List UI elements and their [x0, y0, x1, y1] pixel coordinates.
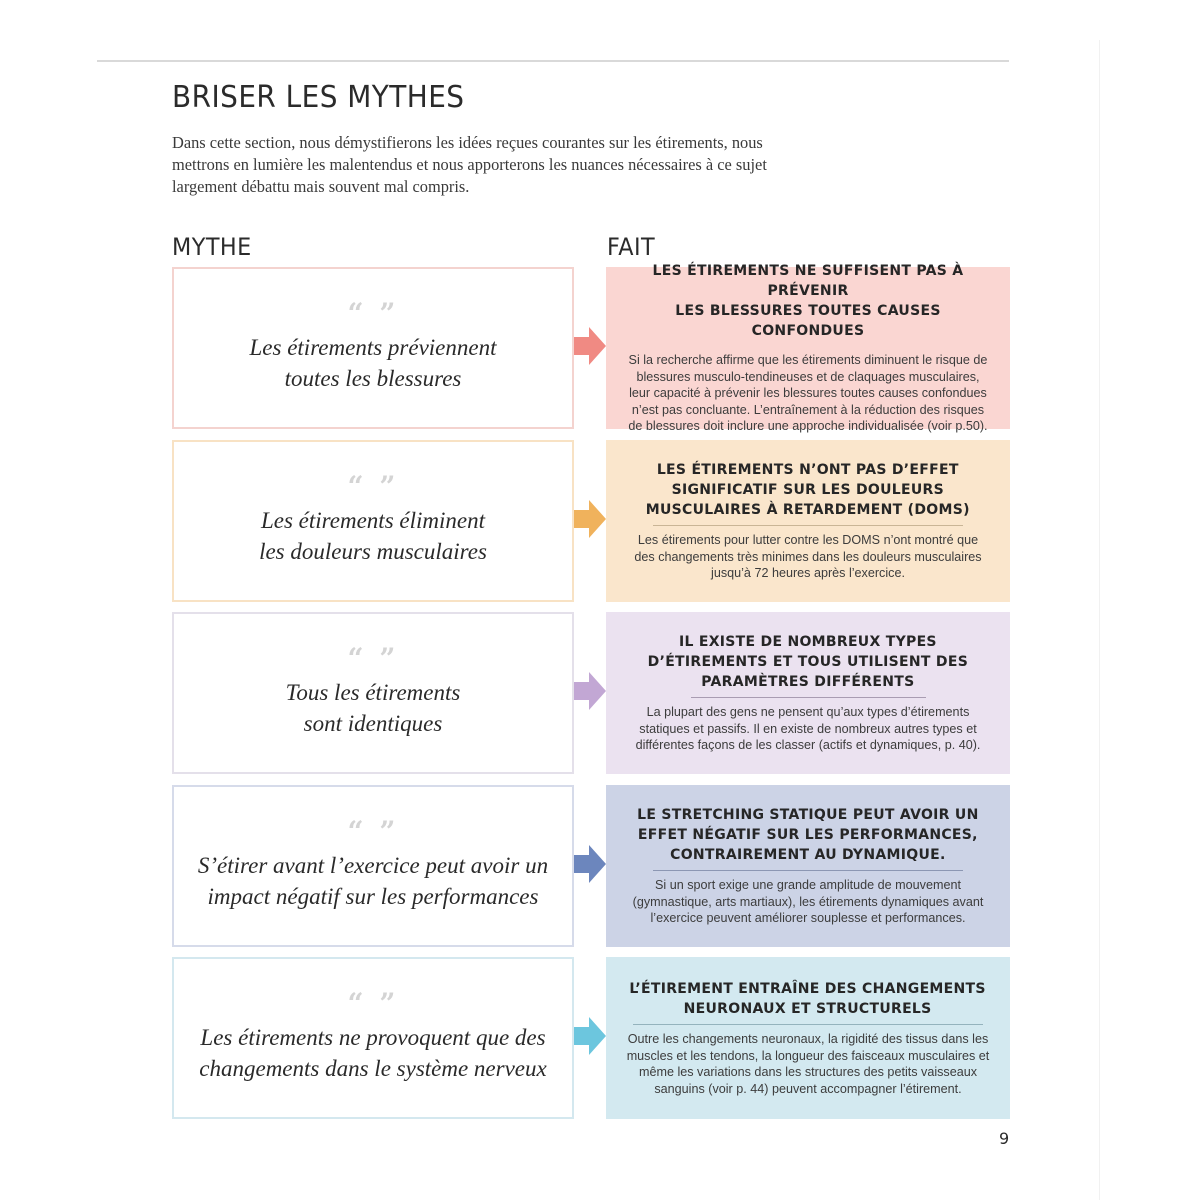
myth-box — [172, 612, 574, 774]
fact-heading — [637, 805, 978, 865]
fact-heading — [630, 979, 986, 1019]
fact-explanation-line: La plupart des gens ne pensent qu’aux types d’étirements — [646, 705, 970, 720]
fact-explanation-line: Outre les changements neuronaux, la rigidité des tissus dans les — [627, 1032, 989, 1046]
fact-heading-line: L’ÉTIREMENT ENTRAÎNE DES CHANGEMENTS — [629, 980, 987, 997]
myth-line: Les étirements préviennent — [249, 335, 497, 360]
fact-heading-line: D’ÉTIREMENTS ET TOUS UTILISENT DES — [647, 653, 969, 671]
arrow-shape — [574, 327, 606, 365]
fact-heading-line: LES ÉTIREMENTS NE SUFFISENT PAS À PRÉVENIR — [652, 262, 964, 300]
fact-explanation — [636, 704, 981, 754]
fact-heading-line: NEURONAUX ET STRUCTURELS — [684, 1000, 932, 1017]
fact-heading — [646, 460, 970, 520]
fact-box — [606, 440, 1010, 602]
myth-line: S’étirer avant l’exercice peut avoir un — [197, 853, 549, 878]
myth-line: sont identiques — [303, 711, 443, 736]
arrow-shape — [574, 1017, 606, 1055]
myth-line: Les étirements ne provoquent que des — [200, 1025, 546, 1050]
myth-statement — [236, 332, 511, 394]
myth-line: les douleurs musculaires — [259, 539, 487, 564]
quotation-marks-icon: “ ” — [347, 297, 399, 330]
myth-line: changements dans le système nerveux — [199, 1056, 547, 1081]
fact-heading-line: LES BLESSURES TOUTES CAUSES CONFONDUES — [675, 302, 941, 340]
myth-statement — [184, 850, 562, 912]
intro-paragraph: Dans cette section, nous démystifierons les idées reçues courantes sur les étirements, nous mettrons en lumière les malentendus et nous apporterons les nuances nécessaires à ce sujet largement débattu mais souvent mal compris. — [172, 133, 767, 196]
top-divider — [97, 60, 1009, 62]
fact-explanation-line: différentes façons de les classer (actifs et dynamiques, p. 40). — [635, 738, 981, 753]
fact-explanation-line: l’exercice peuvent améliorer souplesse et performances. — [650, 911, 966, 926]
arrow-shape — [574, 845, 606, 883]
fact-box — [606, 785, 1010, 947]
arrow-right-icon — [574, 1017, 606, 1055]
fact-heading-line: IL EXISTE DE NOMBREUX TYPES — [679, 633, 937, 651]
fact-heading-line: LE STRETCHING STATIQUE PEUT AVOIR UN — [637, 806, 979, 824]
fact-heading-line: MUSCULAIRES À RETARDEMENT (DOMS) — [645, 501, 971, 519]
fact-heading-line: PARAMÈTRES DIFFÉRENTS — [701, 673, 915, 691]
arrow-shape — [574, 500, 606, 538]
arrow-right-icon — [574, 327, 606, 365]
page-edge-line — [1099, 40, 1100, 1200]
page-title: BRISER LES MYTHES — [172, 80, 465, 115]
fact-explanation-line: blessures musculo-tendineuses et de claquages musculaires, — [636, 369, 980, 384]
fact-explanation-line: Les étirements pour lutter contre les DOMS n’ont montré que — [637, 533, 979, 548]
myth-line: Les étirements éliminent — [260, 508, 485, 533]
fact-box — [606, 957, 1010, 1119]
myth-fact-row — [172, 957, 1010, 1119]
fact-divider — [691, 697, 926, 698]
myth-fact-row — [172, 440, 1010, 602]
myth-line: Tous les étirements — [285, 680, 461, 705]
fact-explanation-line: leur capacité à prévenir les blessures toutes causes confondues — [629, 386, 987, 401]
page-number: 9 — [999, 1129, 1010, 1148]
fact-explanation — [627, 1031, 990, 1097]
fact-explanation-line: jusqu’à 72 heures après l’exercice. — [711, 566, 905, 581]
fact-divider — [633, 1024, 983, 1025]
myth-box — [172, 440, 574, 602]
fact-explanation-line: Si la recherche affirme que les étirements diminuent le risque de — [628, 353, 988, 368]
fact-heading-line: LES ÉTIREMENTS N’ONT PAS D’EFFET — [657, 461, 959, 479]
fact-heading-line: CONTRAIREMENT AU DYNAMIQUE. — [670, 846, 946, 864]
myth-line: toutes les blessures — [284, 366, 462, 391]
fact-explanation — [628, 352, 987, 435]
fact-explanation-line: statiques et passifs. Il en existe de nombreux autres types et — [639, 721, 977, 736]
fact-heading-line: EFFET NÉGATIF SUR LES PERFORMANCES, — [638, 826, 978, 844]
fact-explanation-line: de blessures doit inclure une approche individualisée (voir p.50). — [628, 419, 988, 434]
fact-divider — [653, 870, 963, 871]
myth-fact-row — [172, 262, 1010, 434]
myth-fact-row — [172, 785, 1010, 947]
myth-box — [172, 267, 574, 429]
quotation-marks-icon: “ ” — [347, 987, 399, 1020]
fact-heading-line: SIGNIFICATIF SUR LES DOULEURS — [671, 481, 945, 499]
arrow-right-icon — [574, 845, 606, 883]
fact-heading — [622, 261, 994, 341]
fact-explanation-line: muscles et les tendons, la longueur des faisceaux musculaires et — [626, 1048, 990, 1063]
myth-box — [172, 957, 574, 1119]
quotation-marks-icon: “ ” — [347, 642, 399, 675]
myth-statement — [272, 677, 475, 739]
fact-explanation-line: Si un sport exige une grande amplitude de mouvement — [655, 878, 961, 893]
myth-statement — [185, 1022, 560, 1084]
fact-explanation-line: (gymnastique, arts martiaux), les étirements dynamiques avant — [632, 894, 984, 909]
fact-box — [606, 612, 1010, 774]
arrow-shape — [574, 672, 606, 710]
column-header-fait: FAIT — [607, 233, 656, 261]
fact-explanation-line: des changements très minimes dans les douleurs musculaires — [634, 549, 982, 564]
column-header-mythe: MYTHE — [172, 233, 252, 261]
fact-explanation — [634, 532, 981, 582]
fact-explanation-line: n’est pas concluante. L’entraînement à la réduction des risques — [631, 402, 985, 417]
arrow-right-icon — [574, 500, 606, 538]
fact-heading — [648, 632, 968, 692]
fact-divider — [653, 525, 963, 526]
fact-explanation-line: sanguins (voir p. 44) peuvent accompagner l’étirement. — [654, 1081, 962, 1096]
arrow-right-icon — [574, 672, 606, 710]
fact-explanation-line: même les variations dans les structures des petits vaisseaux — [638, 1065, 978, 1079]
quotation-marks-icon: “ ” — [347, 470, 399, 503]
myth-box — [172, 785, 574, 947]
fact-box — [606, 262, 1010, 434]
myth-statement — [245, 505, 501, 567]
myth-line: impact négatif sur les performances — [207, 884, 539, 909]
quotation-marks-icon: “ ” — [347, 815, 399, 848]
myth-fact-row — [172, 612, 1010, 774]
fact-explanation — [633, 877, 984, 927]
